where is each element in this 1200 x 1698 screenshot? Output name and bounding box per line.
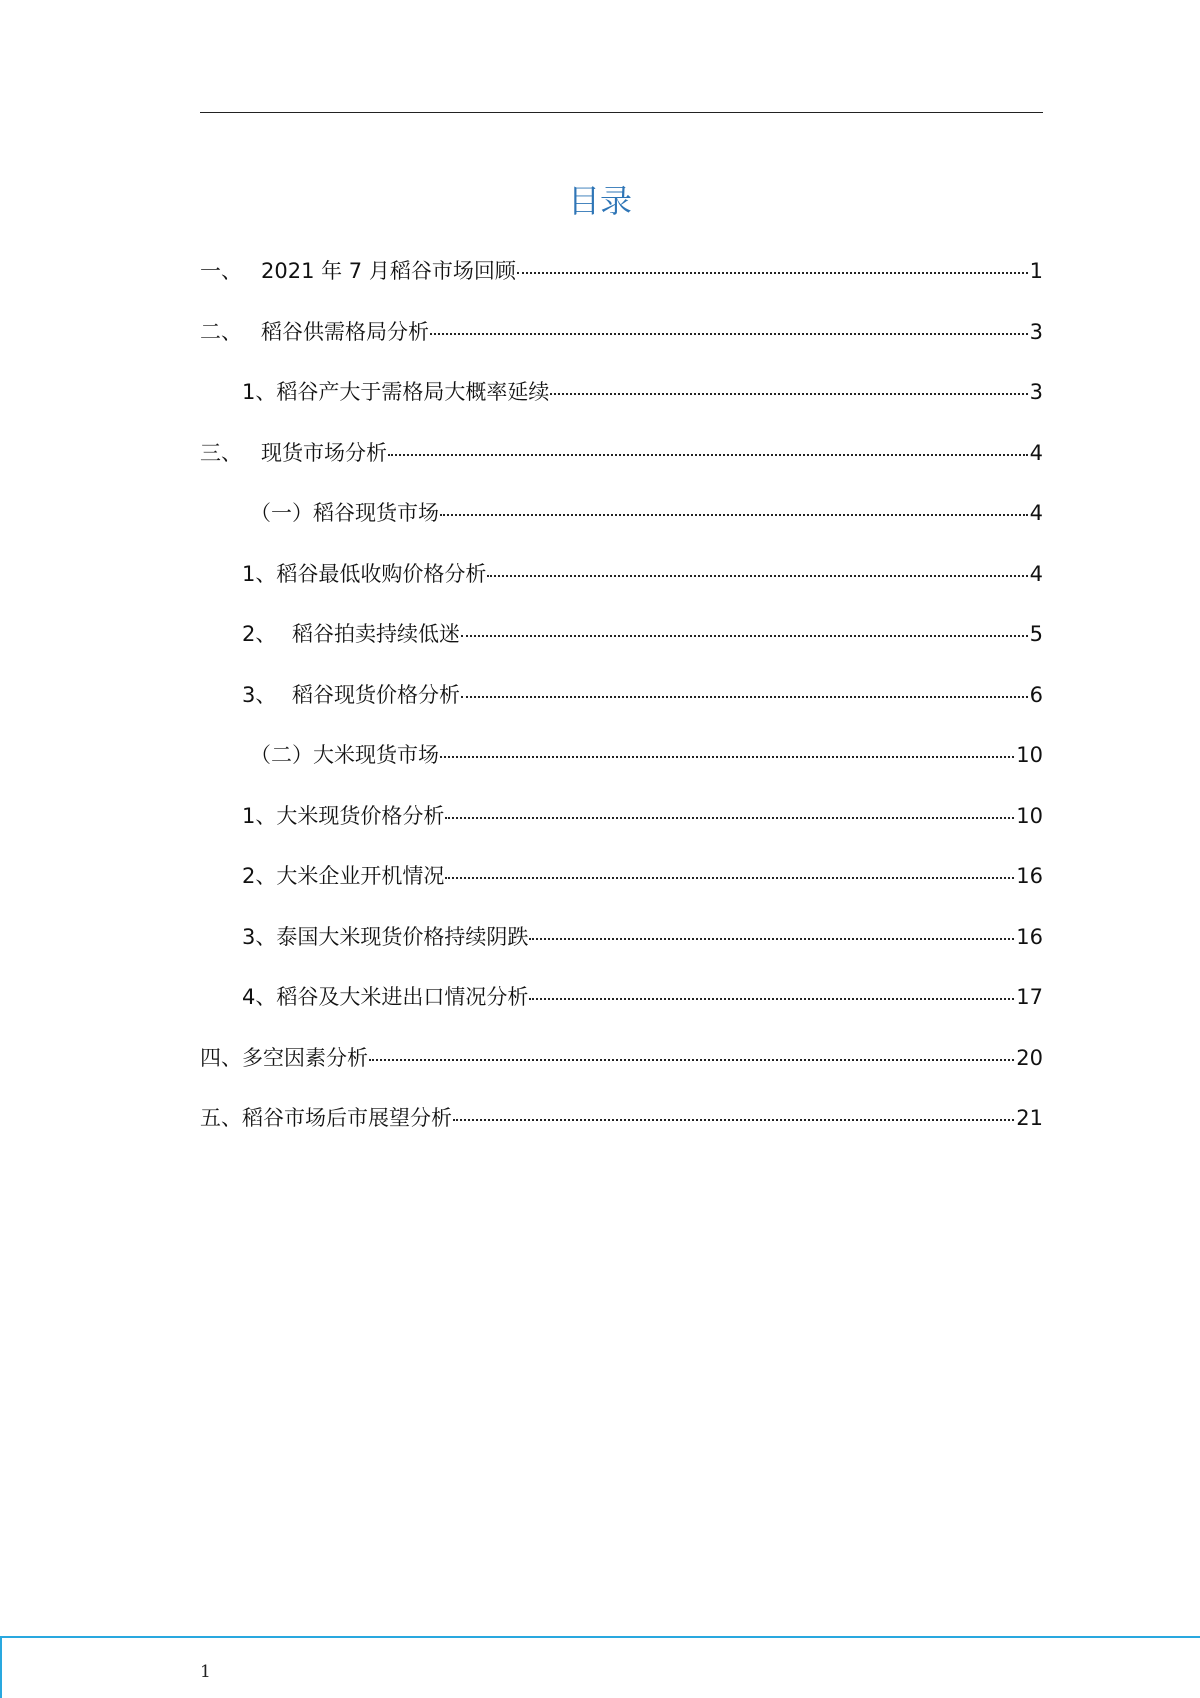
toc-entry[interactable]	[200, 371, 1043, 432]
dot-leader	[461, 635, 1028, 637]
toc-entry-page: 16	[1016, 924, 1043, 949]
toc-entry-page: 10	[1016, 743, 1043, 767]
dot-leader	[529, 938, 1014, 940]
toc-entry[interactable]	[200, 613, 1043, 674]
toc-entry[interactable]	[200, 553, 1043, 614]
toc-entry-number: 四、	[200, 1045, 242, 1070]
toc-entry-label: 大米现货价格分析	[276, 803, 445, 828]
toc-entry[interactable]	[200, 432, 1043, 493]
toc-entry-number: 二、	[200, 319, 242, 344]
dot-leader	[529, 998, 1014, 1000]
footer-corner-line	[0, 1636, 2, 1698]
toc-entry-number: 五、	[200, 1106, 242, 1130]
toc-entry-label: 稻谷现货价格分析	[292, 682, 460, 707]
toc-entry-number: （二）	[250, 743, 313, 767]
table-of-contents	[200, 250, 1043, 1158]
dot-leader	[445, 817, 1014, 819]
toc-entry[interactable]	[200, 250, 1043, 311]
dot-leader	[550, 393, 1027, 395]
toc-entry-label: 稻谷现货市场	[313, 501, 439, 525]
toc-entry-page: 20	[1016, 1045, 1043, 1070]
toc-entry-page: 5	[1029, 622, 1043, 646]
toc-entry-number: 1、	[242, 380, 277, 404]
toc-entry[interactable]	[200, 734, 1043, 795]
toc-entry-page: 1	[1029, 259, 1043, 283]
toc-entry-page: 17	[1016, 985, 1043, 1009]
toc-entry-label: 大米现货市场	[313, 743, 439, 767]
toc-entry-page: 4	[1029, 440, 1043, 465]
toc-entry[interactable]	[200, 976, 1043, 1037]
toc-entry-label: 稻谷市场后市展望分析	[242, 1106, 452, 1130]
toc-entry-number: 1、	[242, 561, 277, 586]
toc-entry-page: 4	[1029, 561, 1043, 586]
dot-leader	[369, 1059, 1014, 1061]
toc-entry-label: 稻谷产大于需格局大概率延续	[276, 380, 550, 404]
dot-leader	[445, 877, 1014, 879]
toc-entry-label: 稻谷供需格局分析	[261, 319, 429, 344]
toc-entry[interactable]	[200, 311, 1043, 372]
toc-entry-label: 大米企业开机情况	[276, 864, 445, 888]
toc-entry[interactable]	[200, 492, 1043, 553]
footer-rule	[0, 1636, 1200, 1638]
toc-entry-label: 泰国大米现货价格持续阴跌	[276, 924, 529, 949]
dot-leader	[487, 575, 1027, 577]
toc-entry-page: 21	[1016, 1106, 1043, 1130]
toc-entry-page: 3	[1029, 319, 1043, 344]
dot-leader	[461, 696, 1028, 698]
toc-entry-number: 3、	[242, 682, 277, 707]
toc-entry[interactable]	[200, 855, 1043, 916]
toc-entry-number: 2、	[242, 864, 277, 888]
dot-leader	[517, 272, 1028, 274]
toc-entry-label: 稻谷及大米进出口情况分析	[276, 985, 529, 1009]
toc-entry[interactable]	[200, 1097, 1043, 1158]
toc-entry-page: 6	[1029, 682, 1043, 707]
page-number: 1	[200, 1662, 211, 1682]
toc-entry-label: 稻谷最低收购价格分析	[276, 561, 487, 586]
toc-entry[interactable]	[200, 1037, 1043, 1098]
toc-entry-number: 2、	[242, 622, 277, 646]
toc-entry-page: 3	[1029, 380, 1043, 404]
dot-leader	[440, 514, 1028, 516]
toc-entry-number: 4、	[242, 985, 277, 1009]
header-rule	[200, 112, 1043, 113]
toc-title: 目录	[567, 182, 632, 220]
toc-entry-label: 现货市场分析	[261, 440, 387, 465]
dot-leader	[440, 756, 1014, 758]
toc-entry-number: （一）	[250, 501, 313, 525]
toc-entry-label: 稻谷拍卖持续低迷	[292, 622, 460, 646]
toc-entry-number: 1、	[242, 803, 277, 828]
toc-entry-number: 3、	[242, 924, 277, 949]
toc-entry-label: 多空因素分析	[242, 1045, 368, 1070]
toc-entry-page: 10	[1016, 803, 1043, 828]
toc-entry-label: 2021 年 7 月稻谷市场回顾	[261, 259, 516, 283]
toc-entry-page: 4	[1029, 501, 1043, 525]
dot-leader	[453, 1119, 1014, 1121]
toc-entry[interactable]	[200, 795, 1043, 856]
toc-entry[interactable]	[200, 674, 1043, 735]
dot-leader	[430, 333, 1028, 335]
toc-entry-number: 一、	[200, 259, 242, 283]
toc-entry-number: 三、	[200, 440, 242, 465]
dot-leader	[388, 454, 1028, 456]
toc-entry-page: 16	[1016, 864, 1043, 888]
toc-entry[interactable]	[200, 916, 1043, 977]
